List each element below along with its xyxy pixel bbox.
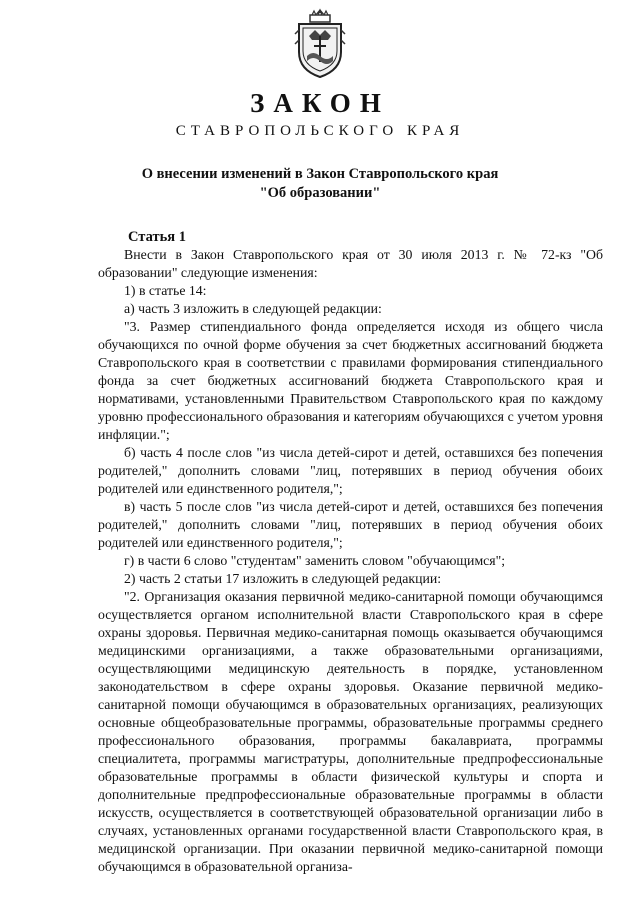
law-title: ЗАКОН xyxy=(250,88,390,118)
paragraph: г) в части 6 слово "студентам" заменить словом "обучающимся"; xyxy=(124,553,506,568)
paragraph: "2. Организация оказания первичной медико-санитарной помощи обучающимся осуществляется органом исполнительной власти Ставропольского края в сфере охраны здоровья. Первичная медико-санитарная помощь оказывается обучающимся медицинскими организациями, а также образовательными организациями, осуществляющими медицинскую деятельность в порядке, установленном законодательством в сфере охраны здоровья. Оказание первичной медико-санитарной помощи обучающимся в образовательных организациях, реализующих основные общеобразовательные программы, образовательные программы среднего профессионального образования, программы бакалавриата, программы специалитета, программы магистратуры, дополнительные предпрофессиональные образовательные программы в области физической культуры и спорта и дополнительные предпрофессиональные образовательные программы в области искусств, осуществляется в соответствующей образовательной организации либо в случаях, установленных органами государственной власти Ставропольского края, в медицинской организации. При оказании первичной медико-санитарной помощи обучающимся в образовательной организа- xyxy=(98,589,603,874)
paragraph: "3. Размер стипендиального фонда определяется исходя из общего числа обучающихся по очной форме обучения за счет бюджетных ассигнований бюджета Ставропольского края в соответствии с правилами формирования стипендиального фонда за счет бюджетных ассигнований бюджета Ставропольского края и нормативами, установленными Правительством Ставропольского края по каждому уровню профессионального образования и категориям обучающихся с учетом уровня инфляции."; xyxy=(98,319,603,442)
article-heading: Статья 1 xyxy=(128,229,186,245)
paragraph: б) часть 4 после слов "из числа детей-сирот и детей, оставшихся без попечения родителей," дополнить словами "лиц, потерявших в период обучения обоих родителей или единственного родителя,"; xyxy=(98,445,603,496)
paragraph: в) часть 5 после слов "из числа детей-сирот и детей, оставшихся без попечения родителей," дополнить словами "лиц, потерявших в период обучения обоих родителей или единственного родителя,"; xyxy=(98,499,603,550)
paragraph: Внести в Закон Ставропольского края от 30 июля 2013 г. № 72-кз "Об образовании" следующие изменения: xyxy=(98,247,603,280)
law-subtitle-line2: "Об образовании" xyxy=(259,185,381,201)
article-body xyxy=(98,246,603,876)
paragraph: 2) часть 2 статьи 17 изложить в следующей редакции: xyxy=(124,571,442,586)
coat-of-arms-icon xyxy=(293,6,347,80)
paragraph: а) часть 3 изложить в следующей редакции: xyxy=(124,301,382,316)
region-title: СТАВРОПОЛЬСКОГО КРАЯ xyxy=(175,123,465,139)
paragraph: 1) в статье 14: xyxy=(124,283,207,298)
law-subtitle-line1: О внесении изменений в Закон Ставропольского края xyxy=(141,166,499,182)
